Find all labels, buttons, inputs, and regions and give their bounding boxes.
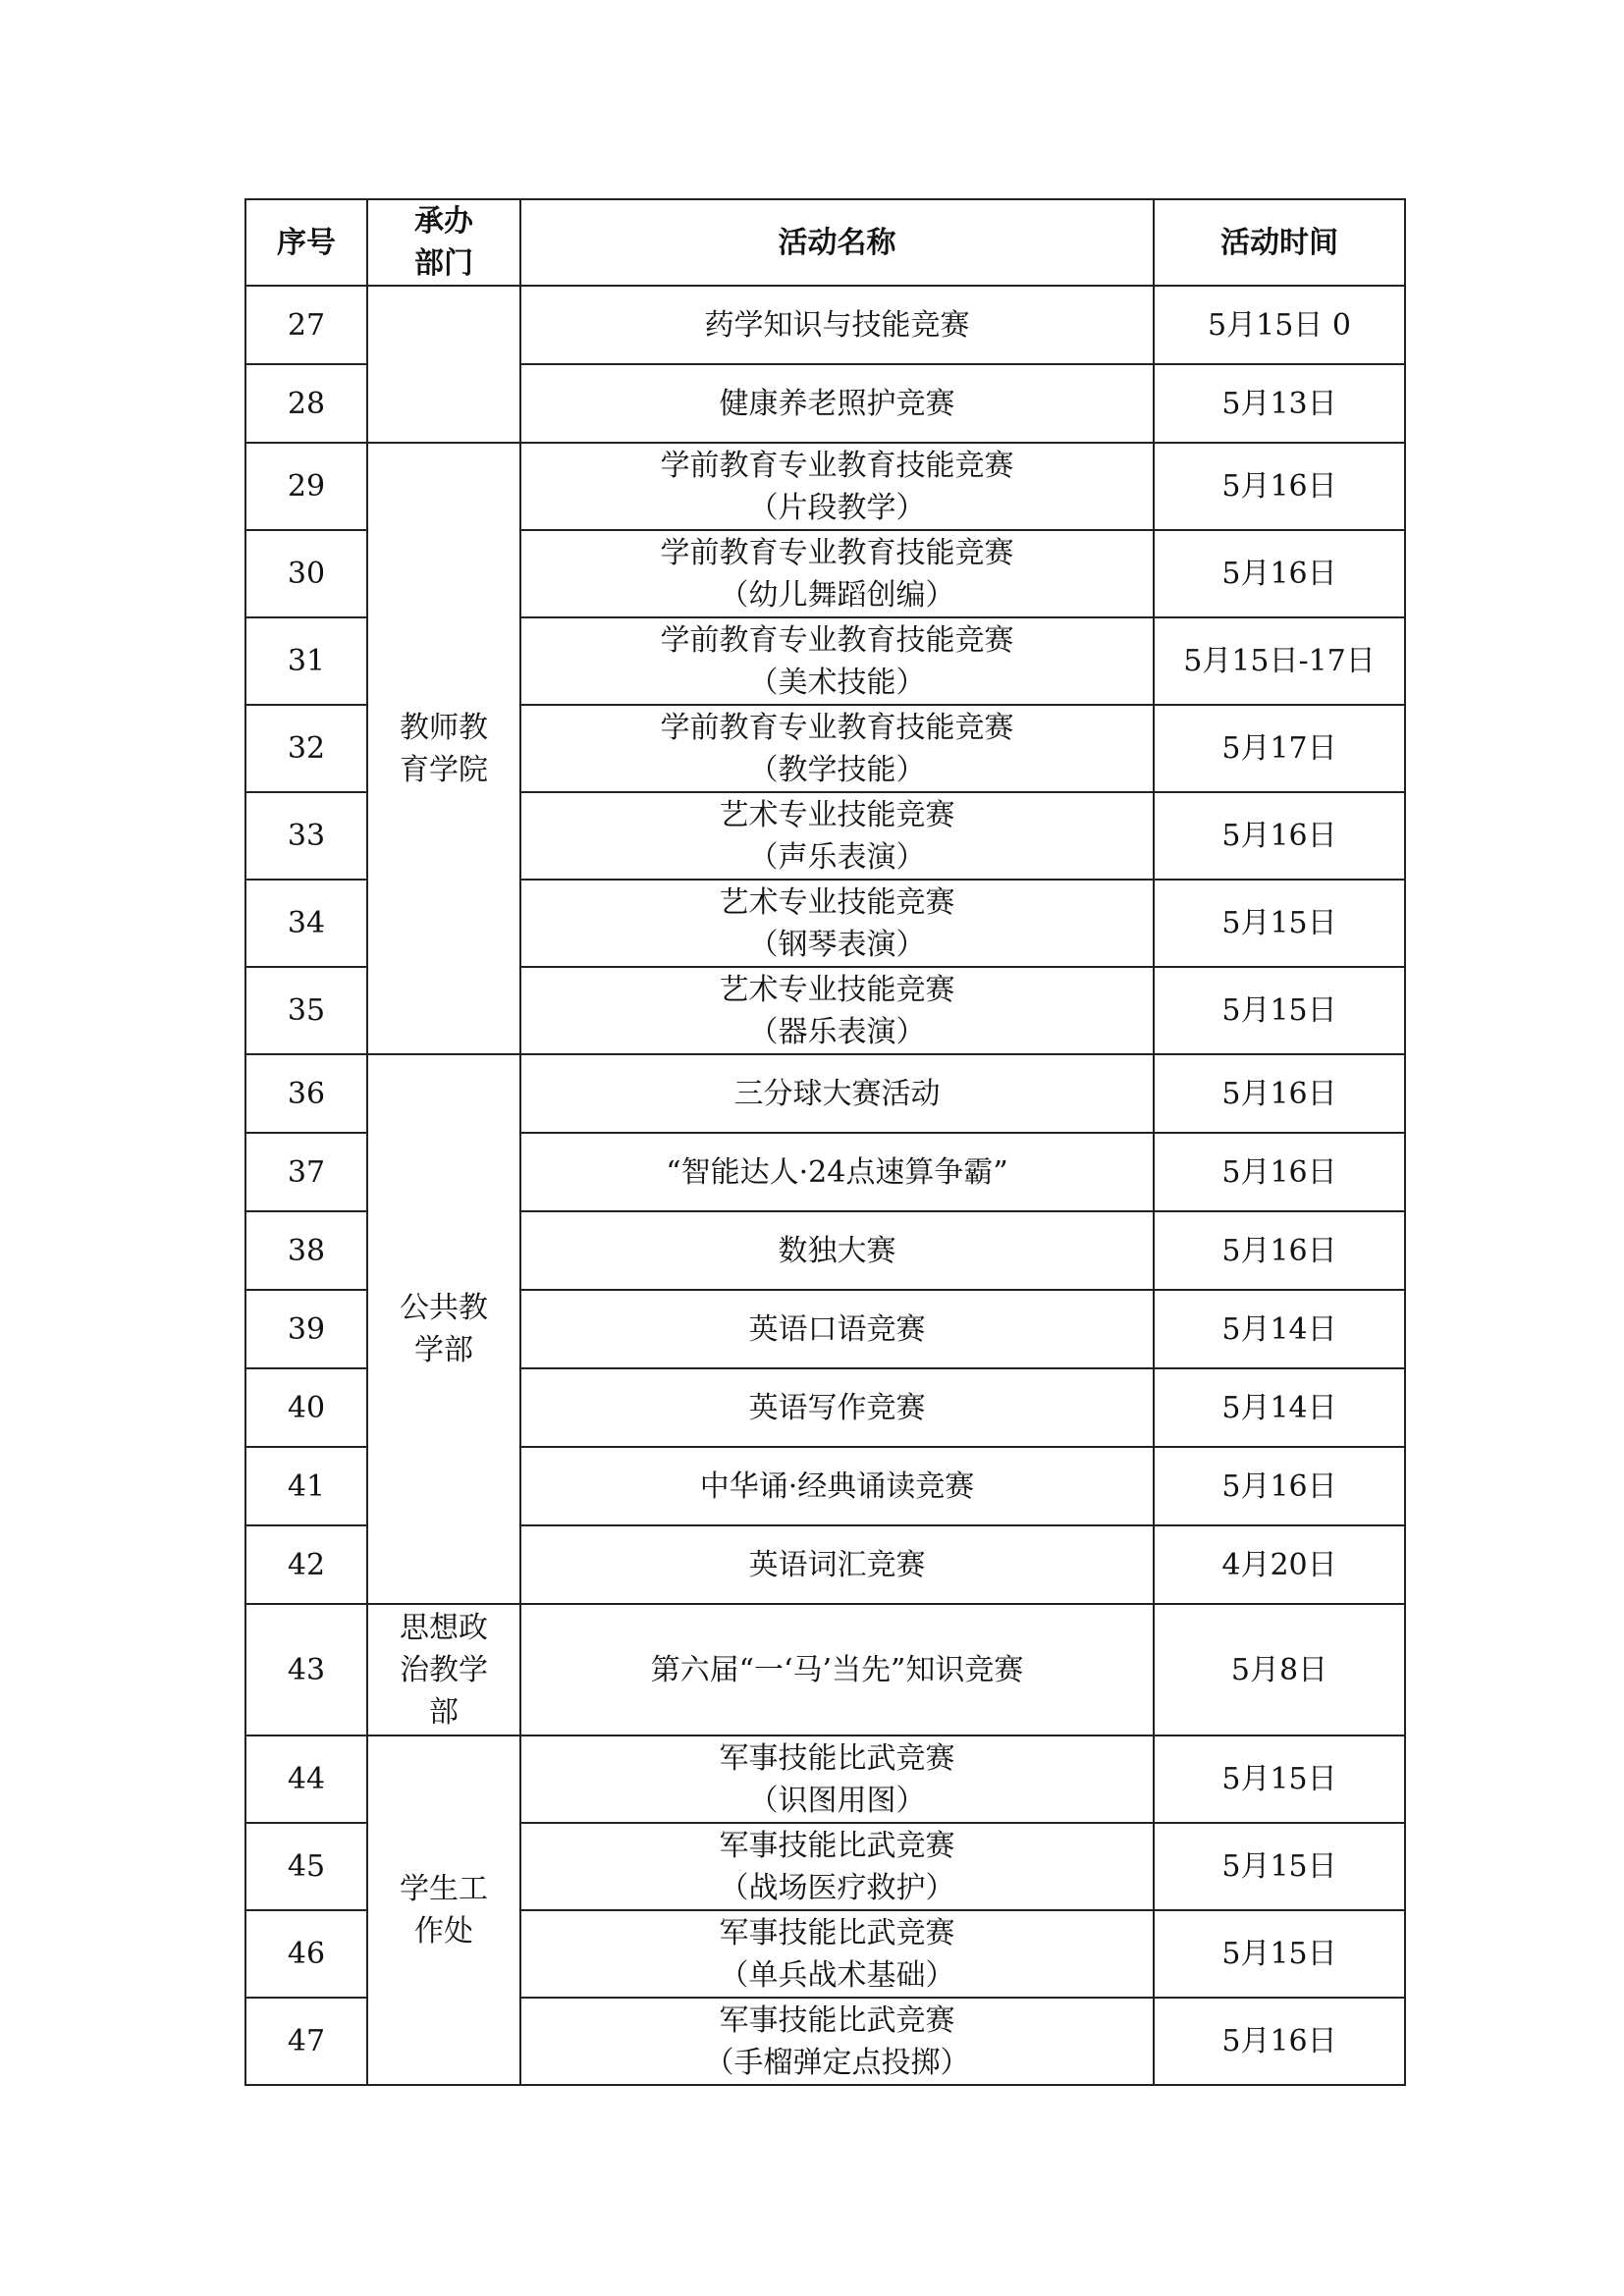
header-dept-line: 部门 xyxy=(414,246,473,281)
table-row xyxy=(245,286,1405,364)
cell-seq: 40 xyxy=(245,1368,367,1447)
activity-name-line: 中华诵·经典诵读竞赛 xyxy=(699,1468,975,1504)
cell-activity-name xyxy=(520,1604,1154,1735)
cell-department xyxy=(367,1054,520,1604)
cell-seq: 32 xyxy=(245,705,367,792)
cell-seq: 38 xyxy=(245,1211,367,1290)
activity-name-line: 艺术专业技能竞赛 xyxy=(719,797,955,832)
cell-activity-time: 5月16日 xyxy=(1154,1447,1405,1525)
department-line: 作处 xyxy=(414,1914,473,1949)
cell-seq: 37 xyxy=(245,1133,367,1211)
cell-activity-name xyxy=(520,1054,1154,1133)
activity-name-line: 军事技能比武竞赛 xyxy=(719,1915,955,1950)
activity-name-line: 军事技能比武竞赛 xyxy=(719,1828,955,1863)
cell-activity-time: 5月15日-17日 xyxy=(1154,617,1405,705)
table-row xyxy=(245,1735,1405,1823)
activity-name-line: 学前教育专业教育技能竞赛 xyxy=(660,622,1014,658)
activity-name-line: 健康养老照护竞赛 xyxy=(719,386,955,421)
cell-seq: 27 xyxy=(245,286,367,364)
cell-seq: 31 xyxy=(245,617,367,705)
activity-name-line: 学前教育专业教育技能竞赛 xyxy=(660,710,1014,745)
cell-activity-name xyxy=(520,286,1154,364)
department-line: 育学院 xyxy=(400,752,488,787)
header-row xyxy=(245,199,1405,286)
cell-activity-time: 5月16日 xyxy=(1154,1998,1405,2085)
cell-activity-time: 5月16日 xyxy=(1154,1211,1405,1290)
department-line: 学生工 xyxy=(400,1872,488,1906)
activity-name-line: （器乐表演） xyxy=(748,1014,926,1049)
activity-name-line: 药学知识与技能竞赛 xyxy=(704,307,970,343)
activity-name-line: （幼儿舞蹈创编） xyxy=(719,577,955,613)
table-row xyxy=(245,1604,1405,1735)
cell-seq: 47 xyxy=(245,1998,367,2085)
cell-activity-time: 5月16日 xyxy=(1154,792,1405,880)
cell-activity-time: 5月14日 xyxy=(1154,1290,1405,1368)
cell-department xyxy=(367,1735,520,2085)
cell-activity-time: 5月16日 xyxy=(1154,530,1405,617)
cell-activity-name xyxy=(520,1910,1154,1998)
cell-seq: 34 xyxy=(245,880,367,967)
cell-activity-name xyxy=(520,1368,1154,1447)
cell-seq: 41 xyxy=(245,1447,367,1525)
activity-name-line: （战场医疗救护） xyxy=(719,1870,955,1905)
cell-activity-name xyxy=(520,530,1154,617)
cell-seq: 45 xyxy=(245,1823,367,1910)
department-line: 学部 xyxy=(414,1333,473,1367)
cell-activity-time: 5月16日 xyxy=(1154,1054,1405,1133)
activity-name-line: （钢琴表演） xyxy=(748,927,926,962)
cell-activity-name xyxy=(520,880,1154,967)
cell-activity-name xyxy=(520,1133,1154,1211)
cell-activity-time: 5月17日 xyxy=(1154,705,1405,792)
department-line: 部 xyxy=(429,1694,459,1730)
cell-activity-time: 5月15日 xyxy=(1154,880,1405,967)
header-dept xyxy=(367,199,520,286)
table-row xyxy=(245,443,1405,530)
header-dept-line: 承办 xyxy=(414,204,473,239)
activity-name-line: （声乐表演） xyxy=(748,839,926,875)
department-line: 思想政 xyxy=(400,1610,488,1645)
activity-name-line: 艺术专业技能竞赛 xyxy=(719,972,955,1007)
cell-seq: 42 xyxy=(245,1525,367,1604)
cell-seq: 29 xyxy=(245,443,367,530)
activity-name-line: 英语写作竞赛 xyxy=(748,1390,926,1425)
cell-activity-time: 5月15日 xyxy=(1154,967,1405,1054)
cell-activity-time: 4月20日 xyxy=(1154,1525,1405,1604)
cell-activity-name xyxy=(520,443,1154,530)
cell-department xyxy=(367,443,520,1054)
cell-seq: 44 xyxy=(245,1735,367,1823)
cell-seq: 33 xyxy=(245,792,367,880)
cell-activity-time: 5月14日 xyxy=(1154,1368,1405,1447)
activity-name-line: 第六届“一‘马’当先”知识竞赛 xyxy=(650,1652,1024,1687)
cell-activity-name xyxy=(520,1823,1154,1910)
cell-activity-name xyxy=(520,967,1154,1054)
cell-activity-name xyxy=(520,1290,1154,1368)
cell-seq: 39 xyxy=(245,1290,367,1368)
department-line: 治教学 xyxy=(400,1652,488,1687)
activity-name-line: 军事技能比武竞赛 xyxy=(719,2002,955,2038)
cell-activity-name xyxy=(520,1211,1154,1290)
cell-activity-name xyxy=(520,1447,1154,1525)
cell-seq: 46 xyxy=(245,1910,367,1998)
header-seq: 序号 xyxy=(245,199,367,286)
cell-department xyxy=(367,1604,520,1735)
cell-activity-name xyxy=(520,1998,1154,2085)
cell-activity-name xyxy=(520,705,1154,792)
header-time: 活动时间 xyxy=(1154,199,1405,286)
cell-activity-time: 5月15日 xyxy=(1154,1823,1405,1910)
cell-activity-name xyxy=(520,792,1154,880)
header-name: 活动名称 xyxy=(520,199,1154,286)
table-row xyxy=(245,1054,1405,1133)
activity-name-line: （单兵战术基础） xyxy=(719,1957,955,1993)
cell-seq: 35 xyxy=(245,967,367,1054)
activity-name-line: 军事技能比武竞赛 xyxy=(719,1740,955,1776)
cell-seq: 43 xyxy=(245,1604,367,1735)
cell-activity-name xyxy=(520,364,1154,443)
table-body xyxy=(245,286,1405,2085)
activity-name-line: 学前教育专业教育技能竞赛 xyxy=(660,535,1014,570)
cell-activity-time: 5月15日 0 xyxy=(1154,286,1405,364)
cell-activity-name xyxy=(520,617,1154,705)
activity-name-line: 三分球大赛活动 xyxy=(733,1076,941,1111)
department-line: 教师教 xyxy=(400,710,488,745)
activity-name-line: （识图用图） xyxy=(748,1783,926,1818)
activity-name-line: 英语词汇竞赛 xyxy=(748,1547,926,1582)
activity-table xyxy=(244,198,1406,2086)
cell-activity-time: 5月16日 xyxy=(1154,1133,1405,1211)
cell-activity-time: 5月15日 xyxy=(1154,1735,1405,1823)
activity-name-line: （教学技能） xyxy=(748,752,926,787)
activity-name-line: 数独大赛 xyxy=(778,1233,896,1268)
cell-activity-time: 5月16日 xyxy=(1154,443,1405,530)
cell-seq: 36 xyxy=(245,1054,367,1133)
department-line: 公共教 xyxy=(400,1291,488,1325)
cell-activity-time: 5月13日 xyxy=(1154,364,1405,443)
activity-name-line: 学前教育专业教育技能竞赛 xyxy=(660,448,1014,483)
activity-name-line: （手榴弹定点投掷） xyxy=(704,2045,970,2080)
activity-name-line: 英语口语竞赛 xyxy=(748,1311,926,1347)
cell-activity-name xyxy=(520,1735,1154,1823)
cell-activity-time: 5月15日 xyxy=(1154,1910,1405,1998)
cell-activity-name xyxy=(520,1525,1154,1604)
activity-name-line: （片段教学） xyxy=(748,490,926,525)
activity-name-line: 艺术专业技能竞赛 xyxy=(719,884,955,920)
cell-department xyxy=(367,286,520,443)
cell-seq: 30 xyxy=(245,530,367,617)
activity-name-line: （美术技能） xyxy=(748,665,926,700)
cell-seq: 28 xyxy=(245,364,367,443)
cell-activity-time: 5月8日 xyxy=(1154,1604,1405,1735)
activity-name-line: “智能达人·24点速算争霸” xyxy=(666,1154,1008,1190)
